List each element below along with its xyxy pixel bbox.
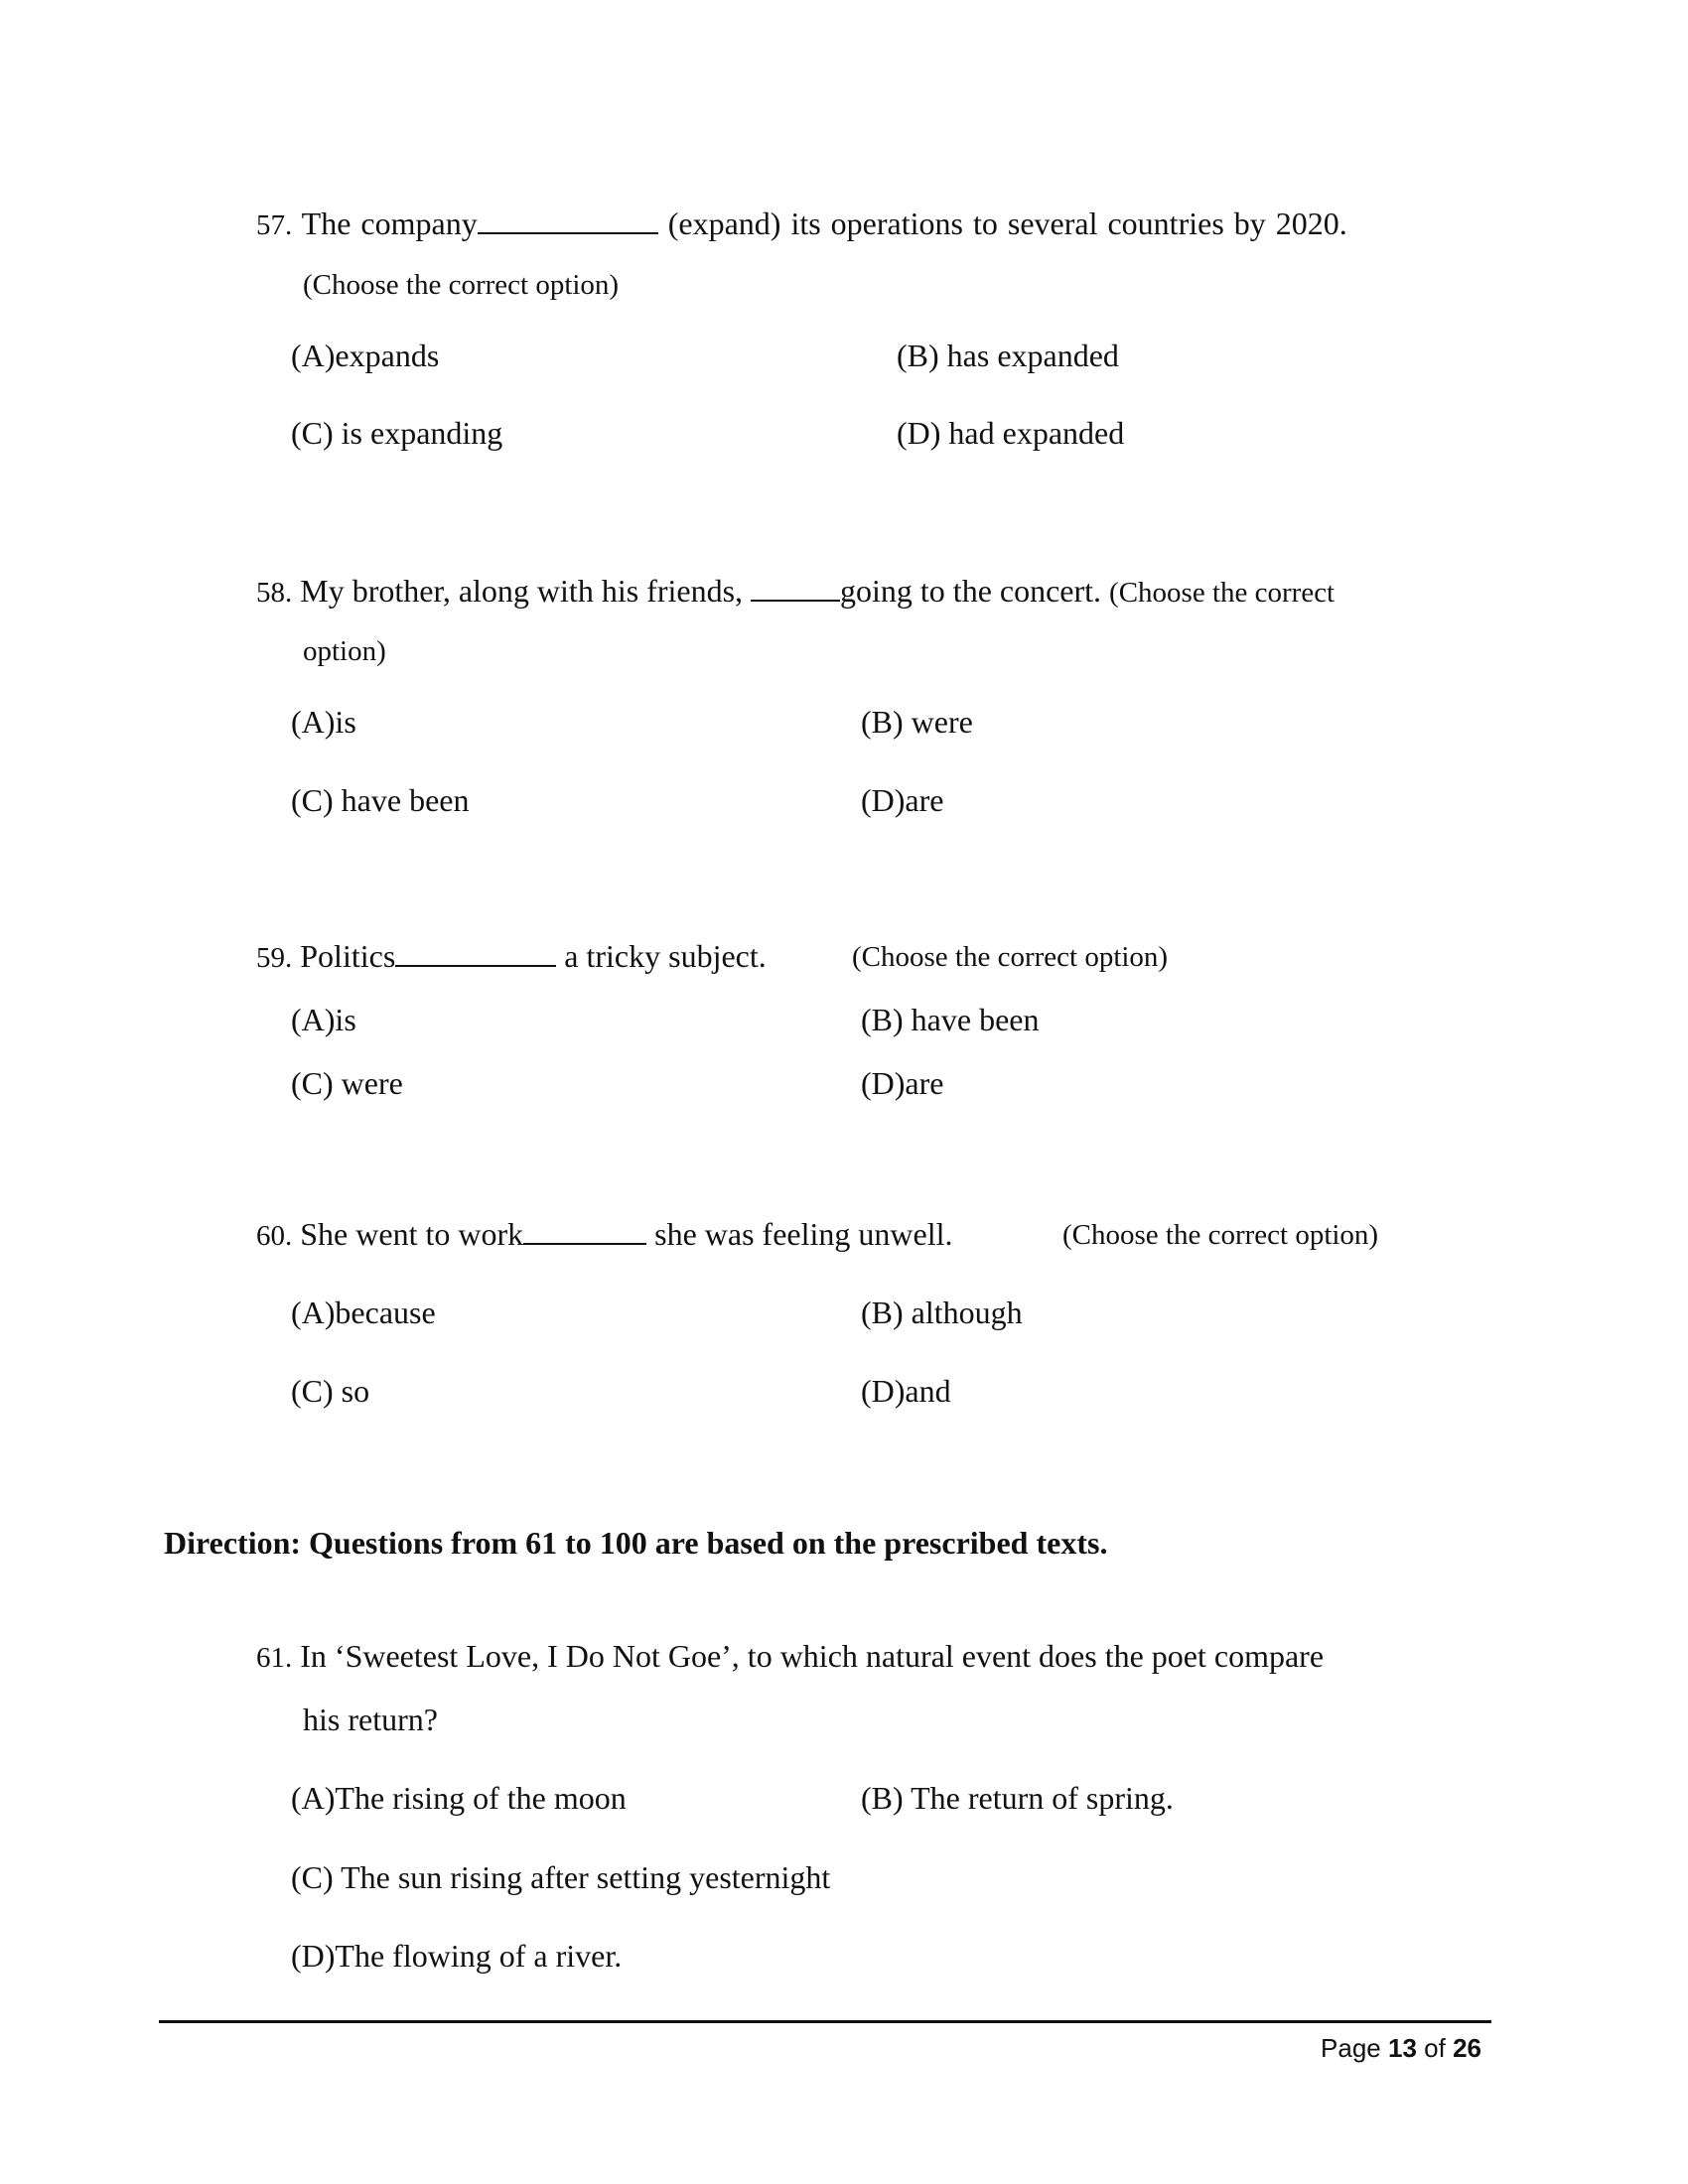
question-58-stem bbox=[256, 574, 1335, 608]
question-number: 57. bbox=[256, 209, 293, 241]
option-a: (A)because bbox=[291, 1295, 436, 1330]
question-number: 61. bbox=[256, 1642, 293, 1674]
option-b: (B) has expanded bbox=[897, 338, 1119, 373]
question-60-instruction: (Choose the correct option) bbox=[1062, 1219, 1379, 1251]
footer-divider bbox=[159, 2020, 1491, 2023]
question-text: The company bbox=[301, 205, 478, 241]
question-number: 60. bbox=[256, 1220, 293, 1252]
question-61-stem bbox=[256, 1640, 1324, 1673]
option-a: (A)expands bbox=[291, 338, 440, 373]
question-59-stem bbox=[256, 939, 767, 973]
option-b: (B) have been bbox=[861, 1002, 1040, 1037]
option-c: (C) is expanding bbox=[291, 415, 503, 451]
question-text: Politics bbox=[300, 938, 396, 974]
option-d: (D)are bbox=[861, 1065, 944, 1101]
option-b: (B) were bbox=[861, 704, 973, 740]
option-d: (D)are bbox=[861, 782, 944, 818]
question-number: 58. bbox=[256, 577, 293, 609]
question-57-instruction: (Choose the correct option) bbox=[303, 269, 620, 301]
answer-blank bbox=[523, 1217, 646, 1245]
answer-blank bbox=[395, 939, 556, 967]
option-c: (C) so bbox=[291, 1373, 370, 1409]
page-number: Page 13 of 26 bbox=[1321, 2033, 1481, 2063]
option-d: (D)and bbox=[861, 1373, 951, 1409]
option-c: (C) were bbox=[291, 1065, 403, 1101]
question-text: a tricky subject. bbox=[556, 938, 767, 974]
answer-blank bbox=[751, 574, 840, 602]
answer-blank bbox=[478, 206, 658, 234]
question-instruction: (Choose the correct bbox=[1109, 577, 1336, 609]
option-b: (B) although bbox=[861, 1295, 1023, 1330]
question-text: In ‘Sweetest Love, I Do Not Goe’, to which natural event does the poet compare bbox=[300, 1638, 1325, 1674]
option-b: (B) The return of spring. bbox=[861, 1780, 1174, 1816]
option-d: (D) had expanded bbox=[897, 415, 1125, 451]
section-direction: Direction: Questions from 61 to 100 are based on the prescribed texts. bbox=[164, 1525, 1108, 1561]
question-text: going to the concert. bbox=[840, 573, 1102, 609]
question-61-stem-cont: his return? bbox=[303, 1702, 438, 1737]
question-58-instruction-cont: option) bbox=[303, 635, 386, 667]
question-60-stem bbox=[256, 1217, 952, 1251]
question-text: (expand) its operations to several countries by 2020. bbox=[657, 205, 1347, 241]
question-text: She went to work bbox=[300, 1216, 524, 1252]
question-number: 59. bbox=[256, 942, 293, 974]
question-57-stem bbox=[256, 206, 1347, 240]
question-text: she was feeling unwell. bbox=[646, 1216, 953, 1252]
question-text: My brother, along with his friends, bbox=[300, 573, 752, 609]
option-c: (C) The sun rising after setting yesternight bbox=[291, 1859, 831, 1895]
option-a: (A)is bbox=[291, 1002, 356, 1037]
question-59-instruction: (Choose the correct option) bbox=[852, 941, 1169, 973]
option-a: (A)is bbox=[291, 704, 356, 740]
option-d: (D)The flowing of a river. bbox=[291, 1938, 623, 1974]
option-a: (A)The rising of the moon bbox=[291, 1780, 627, 1816]
option-c: (C) have been bbox=[291, 782, 470, 818]
